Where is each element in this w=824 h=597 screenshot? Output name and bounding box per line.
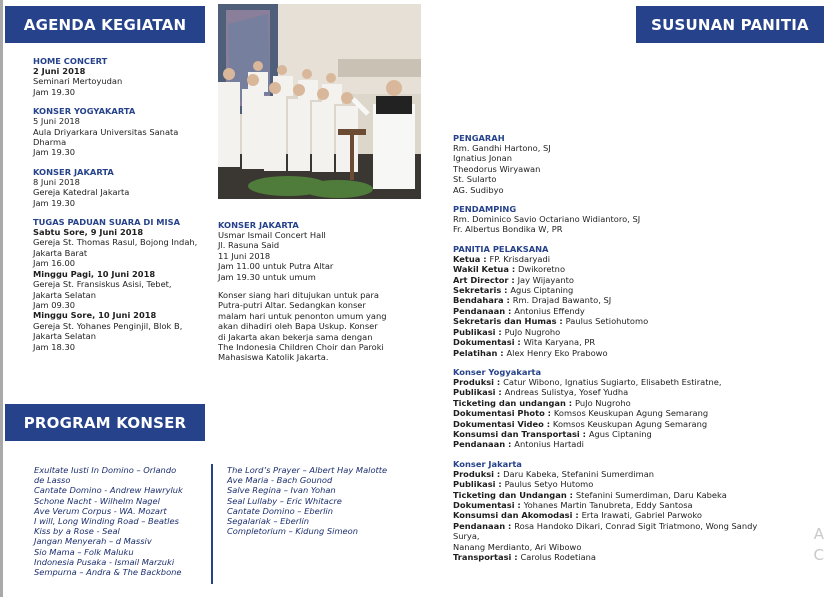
panitia-row	[453, 398, 783, 408]
agenda-event-line: Jakarta Selatan	[33, 289, 97, 300]
panitia-role: Publikasi :	[453, 479, 505, 490]
panitia-person: Erta Irawati, Gabriel Parwoko	[581, 510, 702, 521]
agenda-event-line: Gereja St. Thomas Rasul, Bojong Indah,	[33, 237, 198, 248]
konser-jakarta-heading: KONSER JAKARTA	[218, 220, 299, 230]
program-title: PROGRAM KONSER	[23, 413, 187, 432]
agenda-event-line: Jam 09.30	[33, 299, 76, 310]
panitia-banner	[636, 6, 824, 43]
agenda-event-title: TUGAS PADUAN SUARA DI MISA	[33, 217, 181, 228]
panitia-role: Pelatihan :	[453, 347, 507, 358]
panitia-heading: PANITIA PELAKSANA	[453, 243, 549, 254]
agenda-event-line: Sabtu Sore, 9 Juni 2018	[33, 227, 144, 238]
panitia-row	[453, 408, 783, 418]
program-item: Cantate Domino – Eberlin	[227, 505, 333, 516]
agenda-event-line: 2 Juni 2018	[33, 66, 86, 76]
panitia-role: Pendanaan :	[453, 439, 515, 450]
panitia-role: Produksi :	[453, 376, 504, 387]
edge-letter-top: A	[813, 525, 824, 543]
agenda-banner	[5, 6, 205, 43]
program-item: The Lord’s Prayer – Albert Hay Malotte	[227, 465, 388, 475]
panitia-person: Rm. Drajad Bawanto, SJ	[512, 295, 612, 306]
panitia-person: Catur Wibono, Ignatius Sugiarto, Elisabeth Estiratne,	[503, 376, 722, 387]
panitia-role: Publikasi :	[453, 326, 505, 337]
panitia-person: Wita Karyana, PR	[523, 337, 596, 348]
panitia-person: Jay Wijayanto	[517, 274, 574, 285]
konser-jakarta-line: 11 Juni 2018	[218, 250, 271, 261]
program-item: Cantate Domino - Andrew Hawryluk	[34, 485, 183, 496]
panitia-jakarta	[453, 459, 783, 563]
program-item: Segalariak – Eberlin	[227, 516, 310, 527]
panitia-person: Daru Kabeka, Stefanini Sumerdiman	[503, 468, 655, 479]
panitia-name: AG. Sudibyo	[453, 184, 504, 195]
panitia-row	[453, 490, 783, 500]
program-item: I will, Long Winding Road – Beatles	[34, 516, 179, 527]
panitia-row	[453, 295, 783, 305]
panitia-row	[453, 387, 783, 397]
agenda-event-line: Jam 19.30	[33, 86, 76, 97]
panitia-row	[453, 521, 783, 542]
left-edge-rule	[0, 0, 3, 597]
panitia-row	[453, 316, 783, 326]
agenda-list	[33, 56, 213, 361]
agenda-event-line: Gereja St. Fransiskus Asisi, Tebet,	[33, 279, 172, 290]
panitia-name: Rm. Gandhi Hartono, SJ	[453, 143, 551, 153]
agenda-title: AGENDA KEGIATAN	[23, 15, 187, 34]
panitia-row	[453, 542, 783, 552]
program-item: Completorium – Kidung Simeon	[227, 526, 358, 537]
panitia-row	[453, 275, 783, 285]
panitia-person: Yohanes Martin Tanubreta, Eddy Santosa	[523, 499, 693, 510]
panitia-row	[453, 254, 783, 264]
panitia-row	[453, 552, 783, 562]
panitia-row	[453, 348, 783, 358]
panitia-row	[453, 439, 783, 449]
agenda-event	[33, 56, 213, 97]
panitia-person: Antonius Hartadi	[514, 439, 584, 450]
konser-jakarta-line: Usmar Ismail Concert Hall	[218, 230, 326, 240]
program-item: Seal Lullaby – Eric Whitacre	[227, 495, 342, 506]
panitia-pelaksana	[453, 244, 783, 358]
konser-jakarta-detail	[218, 220, 418, 363]
program-item: Kiss by a Rose - Seal	[34, 526, 120, 537]
panitia-person: Andreas Sulistya, Yosef Yudha	[504, 387, 629, 398]
panitia-name: Rm. Dominico Savio Octariano Widiantoro, SJ	[453, 214, 641, 225]
panitia-row	[453, 510, 783, 520]
panitia-row	[453, 479, 783, 489]
panitia-name: St. Sularto	[453, 174, 497, 185]
panitia-person: Komsos Keuskupan Agung Semarang	[552, 418, 708, 429]
agenda-event-line: Dharma	[33, 137, 67, 148]
program-item: Sio Mama – Folk Maluku	[34, 546, 134, 557]
program-item: de Lasso	[34, 475, 71, 486]
panitia-person: PuJo Nugroho	[504, 326, 561, 337]
panitia-role: Konsumsi dan Transportasi :	[453, 428, 589, 439]
panitia-person: Nanang Merdianto, Ari Wibowo	[453, 541, 582, 552]
panitia-list	[453, 133, 783, 571]
agenda-event-line: Gereja Katedral Jakarta	[33, 187, 130, 198]
panitia-name: Fr. Albertus Bondika W, PR	[453, 224, 563, 235]
agenda-event-line: Minggu Pagi, 10 Juni 2018	[33, 268, 156, 279]
agenda-event-line: 8 Juni 2018	[33, 176, 80, 187]
panitia-name: Theodorus Wiryawan	[453, 163, 541, 174]
panitia-person: PuJo Nugroho	[575, 397, 631, 408]
choir-photo	[218, 4, 421, 199]
agenda-event-line: Aula Driyarkara Universitas Sanata	[33, 126, 179, 137]
panitia-person: Rosa Handoko Dikari, Conrad Sigit Triatmono, Wong Sandy Surya,	[453, 520, 758, 542]
konser-jakarta-paragraph-line: di Jakarta akan bekerja sama dengan	[218, 331, 373, 342]
panitia-person: Agus Ciptaning	[588, 428, 652, 439]
panitia-role: Transportasi :	[453, 552, 521, 562]
konser-jakarta-line: Jam 11.00 untuk Putra Altar	[218, 261, 334, 272]
panitia-row	[453, 469, 783, 479]
konser-jakarta-paragraph-line: Konser siang hari ditujukan untuk para	[218, 290, 380, 301]
agenda-event-title: KONSER JAKARTA	[33, 166, 114, 177]
program-banner	[5, 404, 205, 441]
panitia-row	[453, 377, 783, 387]
panitia-row	[453, 327, 783, 337]
panitia-title: SUSUNAN PANITIA	[651, 15, 809, 34]
program-item: Salve Regina – Ivan Yohan	[227, 485, 336, 496]
panitia-role: Art Director :	[453, 274, 518, 285]
panitia-person: Paulus Setiohutomo	[565, 316, 649, 327]
panitia-row	[453, 285, 783, 295]
panitia-pengarah	[453, 133, 783, 195]
panitia-role: Dokumentasi :	[453, 337, 524, 348]
panitia-role: Produksi :	[453, 468, 504, 479]
panitia-role: Dokumentasi :	[453, 499, 524, 510]
agenda-event-line: Jakarta Selatan	[33, 331, 97, 342]
agenda-event-title: KONSER YOGYAKARTA	[33, 106, 136, 117]
agenda-event-line: Minggu Sore, 10 Juni 2018	[33, 310, 157, 321]
agenda-event-line: Jakarta Barat	[33, 247, 88, 258]
program-list-right	[227, 465, 417, 536]
panitia-row	[453, 429, 783, 439]
program-item: Schone Nacht - Wilhelm Nagel	[34, 495, 160, 506]
edge-letter-bottom: C	[813, 546, 824, 564]
panitia-person: Antonius Effendy	[514, 305, 585, 316]
agenda-event-line: Jam 18.30	[33, 341, 76, 352]
konser-jakarta-paragraph-line: akan dihadiri oleh Bapa Uskup. Konser	[218, 321, 378, 332]
agenda-event-title: HOME CONCERT	[33, 56, 108, 66]
konser-jakarta-paragraph-line: malam hari untuk penonton umum yang	[218, 310, 387, 321]
konser-jakarta-paragraph-line: Putra-putri Altar. Sedangkan konser	[218, 300, 366, 311]
panitia-role: Sekretaris dan Humas :	[453, 316, 566, 327]
panitia-role: Publikasi :	[453, 387, 505, 398]
program-item: Sempurna – Andra & The Backbone	[34, 567, 182, 578]
panitia-role: Bendahara :	[453, 295, 513, 306]
program-item: Exultate Iusti In Domino – Orlando	[34, 465, 177, 475]
panitia-person: Dwikoretno	[518, 264, 566, 275]
konser-jakarta-paragraph-line: The Indonesia Children Choir dan Paroki	[218, 342, 384, 353]
program-item: Indonesia Pusaka - Ismail Marzuki	[34, 556, 175, 567]
panitia-row	[453, 264, 783, 274]
program-item: Ave Maria - Bach Gounod	[227, 475, 333, 486]
agenda-event-line: Jam 16.00	[33, 258, 76, 269]
agenda-event-line: Jam 19.30	[33, 197, 76, 208]
panitia-person: Agus Ciptaning	[510, 285, 574, 296]
panitia-role: Dokumentasi Photo :	[453, 408, 554, 419]
agenda-event	[33, 106, 213, 158]
panitia-role: Ticketing dan Undangan :	[453, 489, 576, 500]
panitia-role: Pendanaan :	[453, 305, 515, 316]
program-item: Jangan Menyerah – d Massiv	[34, 536, 152, 547]
agenda-event-line: Jam 19.30	[33, 147, 76, 158]
agenda-event	[33, 217, 213, 352]
panitia-heading: Konser Jakarta	[453, 458, 522, 469]
konser-jakarta-line: Jl. Rasuna Said	[218, 240, 280, 251]
panitia-person: Paulus Setyo Hutomo	[504, 479, 594, 490]
program-item: Ave Verum Corpus - WA. Mozart	[34, 505, 167, 516]
panitia-role: Sekretaris :	[453, 285, 511, 296]
konser-jakarta-paragraph-line: Mahasiswa Katolik Jakarta.	[218, 352, 329, 363]
panitia-person: Alex Henry Eko Prabowo	[506, 347, 608, 358]
agenda-event	[33, 167, 213, 208]
panitia-row	[453, 419, 783, 429]
choir-photo-illustration	[218, 4, 421, 199]
panitia-name: Ignatius Jonan	[453, 153, 512, 164]
panitia-row	[453, 306, 783, 316]
panitia-row	[453, 500, 783, 510]
panitia-role: Dokumentasi Video :	[453, 418, 553, 429]
panitia-yogyakarta	[453, 367, 783, 450]
panitia-heading: PENDAMPING	[453, 204, 517, 215]
panitia-role: Ticketing dan undangan :	[453, 397, 576, 408]
agenda-event-line: Seminari Mertoyudan	[33, 76, 123, 87]
panitia-person: FP. Krisdaryadi	[489, 253, 551, 264]
panitia-role: Ketua :	[453, 253, 490, 264]
program-divider	[211, 464, 213, 584]
panitia-pendamping	[453, 204, 783, 235]
panitia-role: Konsumsi dan Akomodasi :	[453, 510, 582, 521]
panitia-heading: Konser Yogyakarta	[453, 366, 542, 377]
panitia-role: Pendanaan :	[453, 520, 515, 531]
panitia-heading: PENGARAH	[453, 133, 505, 143]
program-list-left	[34, 465, 214, 577]
konser-jakarta-line: Jam 19.30 untuk umum	[218, 271, 316, 282]
panitia-role: Wakil Ketua :	[453, 264, 519, 275]
panitia-person: Carolus Rodetiana	[520, 552, 596, 562]
panitia-person: Stefanini Sumerdiman, Daru Kabeka	[575, 489, 727, 500]
panitia-row	[453, 337, 783, 347]
agenda-event-line: 5 Juni 2018	[33, 116, 80, 127]
panitia-person: Komsos Keuskupan Agung Semarang	[553, 408, 709, 419]
agenda-event-line: Gereja St. Yohanes Penginjil, Blok B,	[33, 320, 183, 331]
